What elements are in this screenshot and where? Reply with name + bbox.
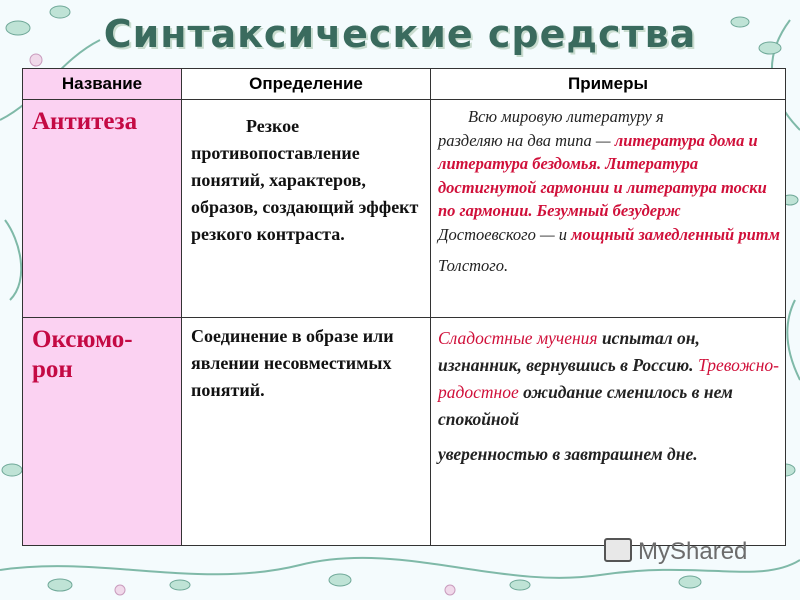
header-name: Название bbox=[23, 69, 182, 100]
watermark-text: MyShared bbox=[638, 538, 748, 565]
definition-first-word: Резкое bbox=[246, 116, 300, 136]
definition-text bbox=[183, 101, 429, 254]
watermark bbox=[604, 538, 747, 566]
table-header-row bbox=[23, 69, 786, 100]
definition-text: Соединение в образе или явлении несовместимых понятий. bbox=[191, 326, 394, 400]
term-antithesis: Антитеза bbox=[32, 108, 138, 135]
example-highlight: Тревожно-радостное bbox=[438, 355, 779, 402]
example-highlight: Сладостные мучения bbox=[438, 328, 598, 348]
example-text-part: Толстого. bbox=[438, 256, 509, 275]
header-definition: Определение bbox=[182, 69, 431, 100]
definition-body: противопоставление понятий, характеров, образов, создающий эффект резкого контраста. bbox=[191, 143, 419, 244]
page-title: Синтаксические средства bbox=[103, 12, 697, 56]
term-oxymoron: Оксюмо-рон bbox=[32, 326, 133, 383]
example-text-part: уверенностью в завтрашнем дне. bbox=[438, 444, 698, 464]
example-highlight: дома и литература бездомья. Литература достигнутой гармонии и литература тоски по гармонии. Безумный безудерж bbox=[438, 130, 767, 220]
example-text-part: испытал он, изгнанник, вернувшись в Россию. bbox=[438, 328, 700, 375]
example-highlight: мощный замедленный ритм bbox=[571, 224, 780, 244]
cell-definition bbox=[182, 318, 431, 546]
table-row bbox=[23, 318, 786, 546]
example-text bbox=[432, 319, 784, 472]
example-text-part: разделяю на два типа — bbox=[438, 130, 615, 150]
example-text-part: ожидание сменилось в нем спокойной bbox=[438, 382, 733, 429]
cell-examples bbox=[431, 318, 786, 546]
cell-examples bbox=[431, 100, 786, 318]
devices-table bbox=[22, 68, 786, 546]
cell-name bbox=[23, 318, 182, 546]
example-highlight: литература bbox=[614, 130, 705, 150]
header-examples: Примеры bbox=[431, 69, 786, 100]
cell-name bbox=[23, 100, 182, 318]
example-line: Всю мировую литературу я bbox=[468, 107, 664, 126]
presentation-icon bbox=[604, 538, 632, 562]
example-text-part: Достоевского — и bbox=[438, 224, 572, 244]
table-row bbox=[23, 100, 786, 318]
example-text bbox=[432, 101, 784, 282]
cell-definition bbox=[182, 100, 431, 318]
